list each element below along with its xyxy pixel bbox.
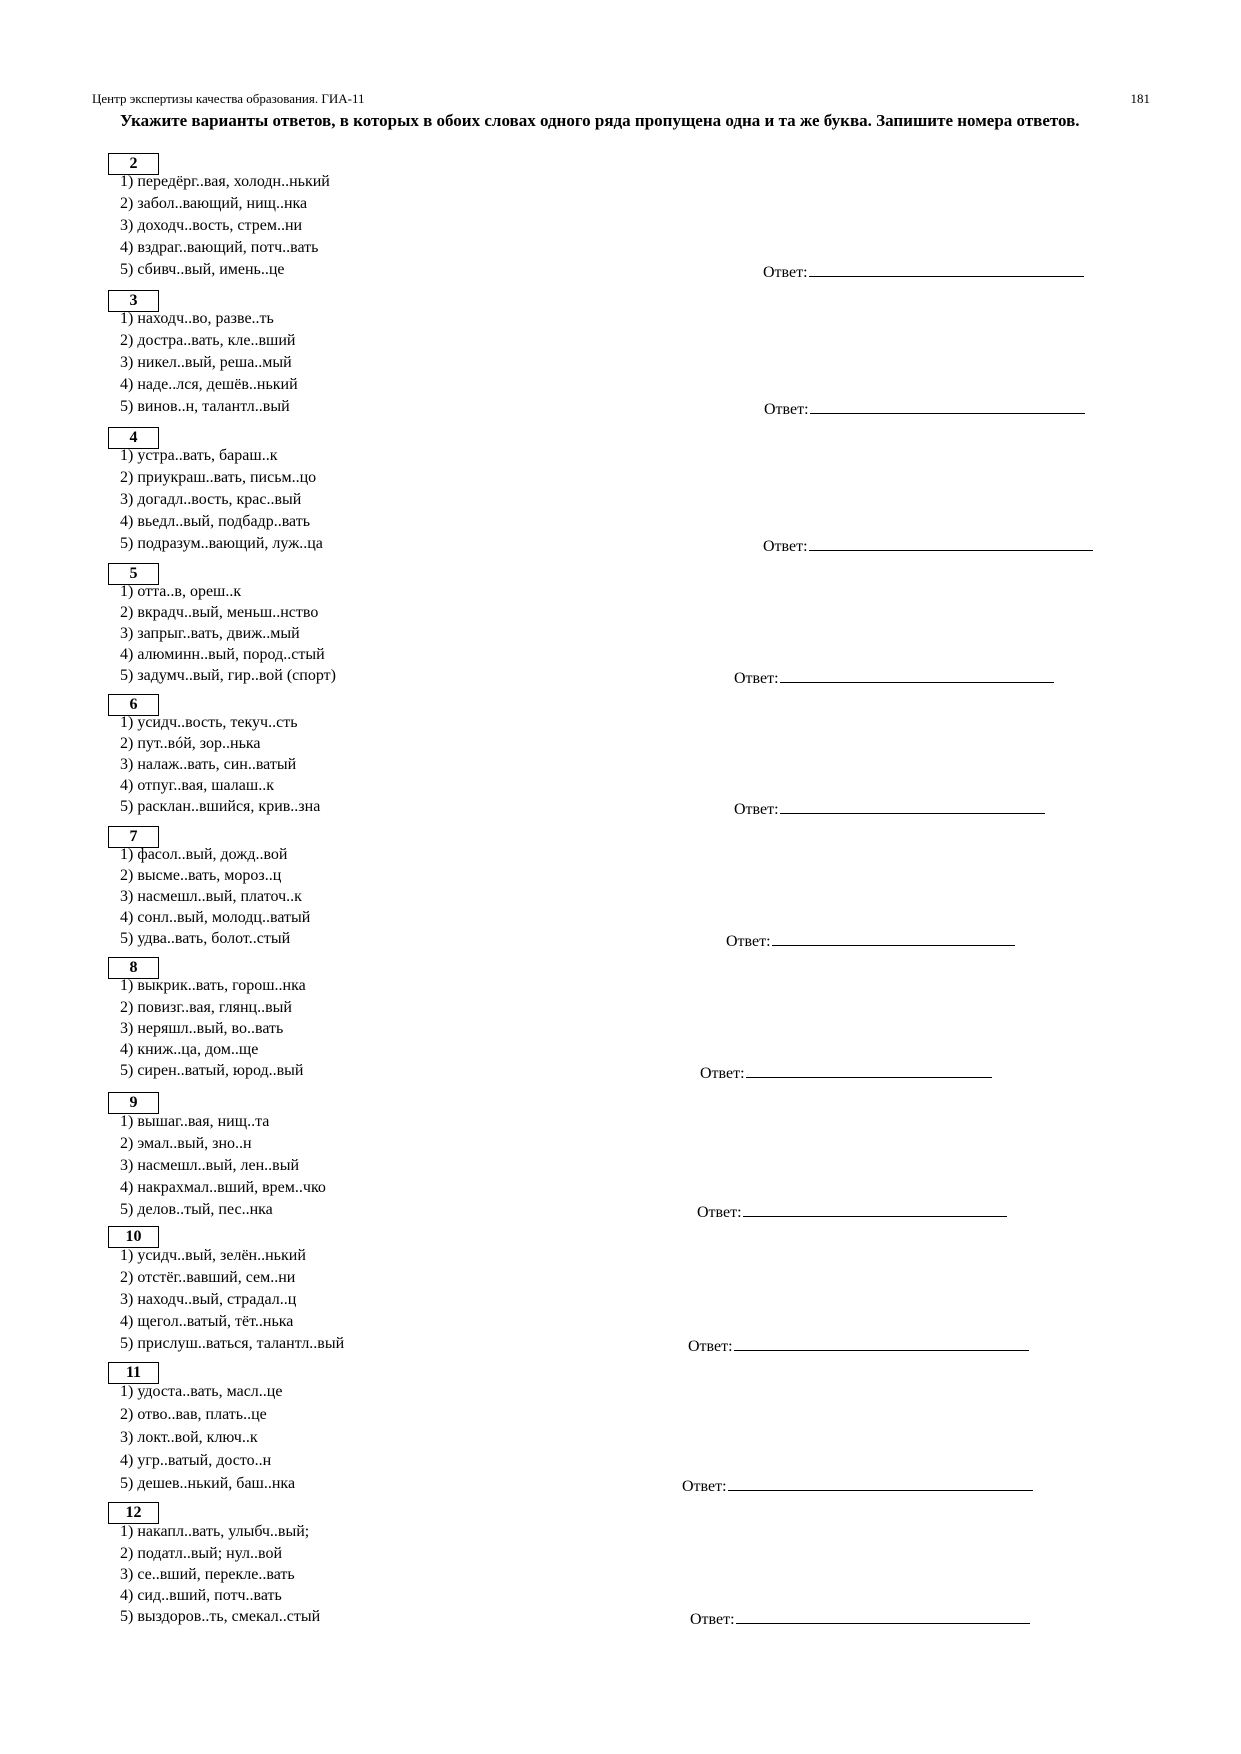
answer-field[interactable] [697, 1201, 1007, 1222]
answer-label: Ответ: [734, 801, 779, 818]
answer-option: 3) находч..вый, страдал..ц [120, 1291, 297, 1308]
answer-option: 4) наде..лся, дешёв..нький [120, 376, 298, 393]
task-number: 3 [108, 290, 159, 312]
answer-option: 4) вьедл..вый, подбадр..вать [120, 513, 311, 530]
answer-field[interactable] [764, 398, 1085, 419]
answer-option: 3) доходч..вость, стрем..ни [120, 217, 303, 234]
answer-label: Ответ: [682, 1478, 727, 1495]
answer-option: 3) запрыг..вать, движ..мый [120, 625, 300, 642]
answer-option: 2) податл..вый; нул..вой [120, 1545, 282, 1562]
answer-option: 2) эмал..вый, зно..н [120, 1135, 252, 1152]
answer-option: 4) угр..ватый, досто..н [120, 1452, 272, 1469]
answer-line[interactable] [743, 1201, 1007, 1217]
answer-option: 3) насмешл..вый, лен..вый [120, 1157, 300, 1174]
answer-option: 4) вздраг..вающий, потч..вать [120, 239, 319, 256]
answer-option: 4) сид..вший, потч..вать [120, 1587, 282, 1604]
answer-option: 5) расклан..вшийся, крив..зна [120, 798, 321, 815]
answer-line[interactable] [810, 398, 1085, 414]
answer-option: 4) щегол..ватый, тёт..нька [120, 1313, 294, 1330]
answer-option: 2) повизг..вая, глянц..вый [120, 999, 292, 1016]
answer-label: Ответ: [688, 1338, 733, 1355]
answer-line[interactable] [736, 1608, 1030, 1624]
answer-label: Ответ: [764, 401, 809, 418]
answer-option: 3) догадл..вость, крас..вый [120, 491, 302, 508]
answer-line[interactable] [734, 1335, 1029, 1351]
task-number: 4 [108, 427, 159, 449]
answer-line[interactable] [780, 798, 1045, 814]
answer-option: 1) усидч..вый, зелён..нький [120, 1247, 306, 1264]
answer-line[interactable] [728, 1475, 1033, 1491]
task-number: 2 [108, 153, 159, 175]
answer-option: 2) достра..вать, кле..вший [120, 332, 296, 349]
answer-line[interactable] [809, 535, 1093, 551]
answer-option: 2) отстёг..вавший, сем..ни [120, 1269, 296, 1286]
task-number: 6 [108, 694, 159, 716]
answer-label: Ответ: [690, 1611, 735, 1628]
answer-option: 5) делов..тый, пес..нка [120, 1201, 273, 1218]
answer-option: 3) се..вший, перекле..вать [120, 1566, 295, 1583]
task-number: 8 [108, 957, 159, 979]
answer-option: 5) сбивч..вый, имень..це [120, 261, 285, 278]
answer-option: 1) вышаг..вая, нищ..та [120, 1113, 270, 1130]
answer-option: 3) локт..вой, ключ..к [120, 1429, 258, 1446]
answer-option: 3) налаж..вать, син..ватый [120, 756, 297, 773]
answer-option: 5) подразум..вающий, луж..ца [120, 535, 323, 552]
page-number: 181 [1130, 91, 1150, 106]
answer-field[interactable] [682, 1475, 1033, 1496]
answer-option: 1) усидч..вость, текуч..сть [120, 714, 298, 731]
answer-label: Ответ: [726, 933, 771, 950]
task-number: 10 [108, 1226, 159, 1248]
task-number: 7 [108, 826, 159, 848]
task-number: 12 [108, 1502, 159, 1524]
answer-label: Ответ: [763, 264, 808, 281]
answer-option: 4) сонл..вый, молодц..ватый [120, 909, 311, 926]
answer-option: 2) приукраш..вать, письм..цо [120, 469, 317, 486]
answer-option: 1) устра..вать, бараш..к [120, 447, 278, 464]
answer-option: 5) дешев..нький, баш..нка [120, 1475, 296, 1492]
answer-label: Ответ: [763, 538, 808, 555]
answer-option: 3) насмешл..вый, платоч..к [120, 888, 302, 905]
answer-line[interactable] [809, 261, 1084, 277]
answer-option: 4) алюминн..вый, пород..стый [120, 646, 325, 663]
answer-option: 2) высме..вать, мороз..ц [120, 867, 282, 884]
answer-option: 1) отта..в, ореш..к [120, 583, 242, 600]
answer-field[interactable] [726, 930, 1015, 951]
answer-field[interactable] [734, 667, 1054, 688]
answer-option: 5) винов..н, талантл..вый [120, 398, 290, 415]
answer-label: Ответ: [697, 1204, 742, 1221]
answer-option: 4) книж..ца, дом..ще [120, 1041, 259, 1058]
task-number: 5 [108, 563, 159, 585]
answer-option: 2) отво..вав, плать..це [120, 1406, 267, 1423]
answer-option: 1) находч..во, разве..ть [120, 310, 274, 327]
answer-option: 1) удоста..вать, масл..це [120, 1383, 283, 1400]
answer-option: 1) выкрик..вать, горош..нка [120, 977, 306, 994]
answer-option: 5) сирен..ватый, юрод..вый [120, 1062, 304, 1079]
answer-line[interactable] [746, 1062, 992, 1078]
answer-field[interactable] [763, 261, 1084, 282]
answer-option: 1) накапл..вать, улыбч..вый; [120, 1523, 310, 1540]
answer-option: 3) неряшл..вый, во..вать [120, 1020, 284, 1037]
answer-line[interactable] [772, 930, 1015, 946]
page-header [92, 91, 1150, 109]
header-title: Центр экспертизы качества образования. ГИА-11 [92, 91, 365, 106]
answer-option: 5) выздоров..ть, смекал..стый [120, 1608, 321, 1625]
answer-option: 2) вкрадч..вый, меньш..нство [120, 604, 319, 621]
answer-field[interactable] [763, 535, 1093, 556]
answer-option: 4) накрахмал..вший, врем..чко [120, 1179, 326, 1196]
task-instruction: Укажите варианты ответов, в которых в обоих словах одного ряда пропущена одна и та же буква. Запишите номера ответов. [120, 111, 1080, 130]
task-number: 9 [108, 1092, 159, 1114]
answer-option: 1) фасол..вый, дожд..вой [120, 846, 288, 863]
answer-field[interactable] [688, 1335, 1029, 1356]
answer-label: Ответ: [700, 1065, 745, 1082]
answer-label: Ответ: [734, 670, 779, 687]
answer-option: 5) прислуш..ваться, талантл..вый [120, 1335, 345, 1352]
answer-option: 2) забол..вающий, нищ..нка [120, 195, 308, 212]
answer-option: 4) отпуг..вая, шалаш..к [120, 777, 274, 794]
answer-line[interactable] [780, 667, 1054, 683]
task-number: 11 [108, 1362, 159, 1384]
answer-option: 3) никел..вый, реша..мый [120, 354, 292, 371]
answer-option: 2) пут..вóй, зор..нька [120, 735, 261, 752]
answer-field[interactable] [700, 1062, 992, 1083]
answer-field[interactable] [690, 1608, 1030, 1629]
answer-option: 5) удва..вать, болот..стый [120, 930, 291, 947]
answer-option: 5) задумч..вый, гир..вой (спорт) [120, 667, 336, 684]
answer-option: 1) передёрг..вая, холодн..нький [120, 173, 330, 190]
answer-field[interactable] [734, 798, 1045, 819]
